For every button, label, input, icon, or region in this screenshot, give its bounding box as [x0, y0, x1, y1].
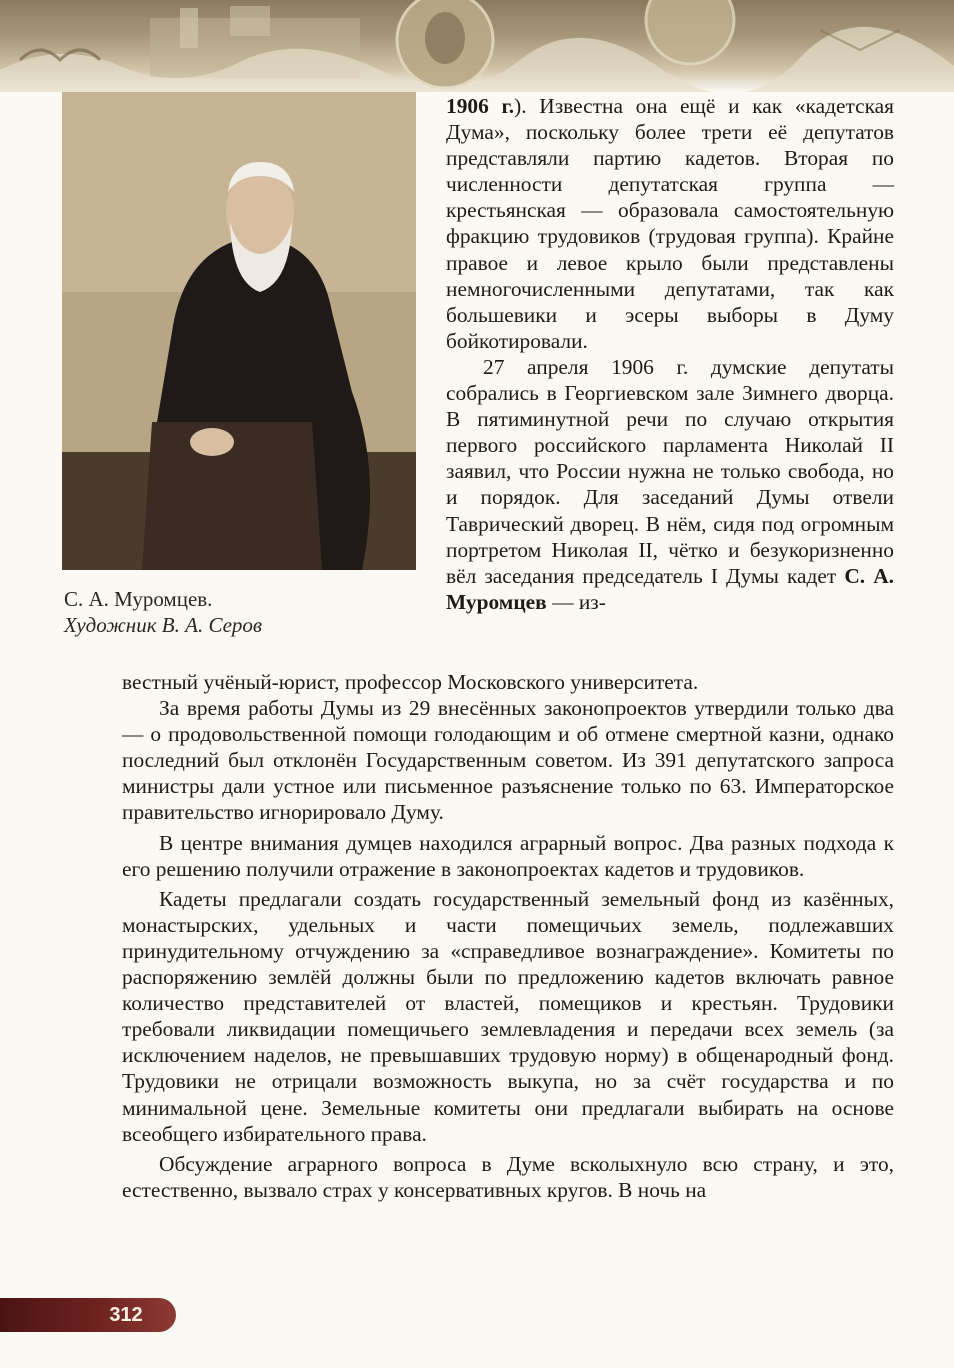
- paragraph-3: За время работы Думы из 29 внесённых законопроектов утвердили только два — о продовольственной помощи голодающим и об отмене смертной казни, однако последний был отклонён Государственным советом. Из 391 депутатского запроса министры дали устное или письменное разъяснение только по 63. Императорское правительство игнорировало Думу.: [122, 696, 894, 825]
- paragraph-1-year: 1906 г.: [446, 94, 515, 118]
- text-full-width: [122, 669, 894, 1203]
- header-ornament: [0, 0, 954, 92]
- paragraph-2-name: С. А. Муромцев: [446, 563, 894, 614]
- paragraph-1-text: ). Известна она ещё и как «кадетская Дума», поскольку более трети её депутатов представляли партию кадетов. Вторая по численности депутатская группа — крестьянская — образовала самостоятельную фракцию трудовиков (трудовая группа). Крайне правое и левое крыло были представлены немногочисленными депутатами, так как большевики и эсеры выборы в Думу бойкотировали.: [446, 94, 894, 353]
- paragraph-2: [446, 354, 894, 615]
- caption-artist: Художник В. А. Серов: [64, 613, 263, 637]
- caption-subject: С. А. Муромцев.: [64, 587, 213, 611]
- header-decoration: [0, 0, 954, 92]
- paragraph-2-text: 27 апреля 1906 г. думские депутаты собрались в Георгиевском зале Зимнего дворца. В пятиминутной речи по случаю открытия первого российского парламента Николай II заявил, что России нужна не только свобода, но и порядок. Для заседаний Думы отвели Таврический дворец. В нём, сидя под огромным портретом Николая II, чётко и безукоризненно вёл заседания председатель I Думы кадет: [446, 354, 894, 588]
- paragraph-6: Обсуждение аграрного вопроса в Думе всколыхнуло всю страну, и это, естественно, вызвало страх у консервативных кругов. В ночь на: [122, 1151, 894, 1202]
- portrait-muromtsev: [62, 92, 416, 570]
- paragraph-2-tail: — из-: [546, 589, 606, 614]
- paragraph-4: В центре внимания думцев находился аграрный вопрос. Два разных подхода к его решению получили отражение в законопроектах кадетов и трудовиков.: [122, 830, 894, 881]
- text-column-right: [446, 93, 894, 615]
- portrait-painting: [62, 92, 416, 570]
- paragraph-1: [446, 93, 894, 354]
- paragraph-2-continued: вестный учёный-юрист, профессор Московского университета.: [122, 670, 699, 694]
- figure-caption: [64, 586, 424, 638]
- page-number: 312: [109, 1304, 143, 1326]
- paragraph-5: Кадеты предлагали создать государственный земельный фонд из казённых, монастырских, удельных и части помещичьих земель, подлежавших принудительному отчуждению за «справедливое вознаграждение». Комитеты по распоряжению землёй должны были по предложению кадетов включать равное количество представителей от властей, помещиков и крестьян. Трудовики требовали ликвидации помещичьего землевладения и передачи всех земель (за исключением наделов, не превышавших трудовую норму) в общенародный фонд. Трудовики не отрицали возможность выкупа, но за счёт государства и по минимальной цене. Земельные комитеты они предлагали выбирать на основе всеобщего избирательного права.: [122, 886, 894, 1146]
